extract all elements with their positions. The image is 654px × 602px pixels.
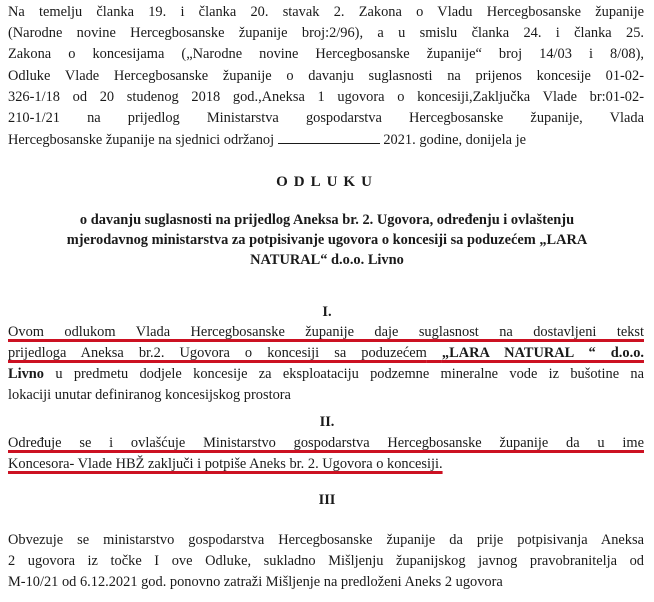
subtitle-line: o davanju suglasnosti na prijedlog Aneksa br. 2. Ugovora, određenju i ovlaštenju (79, 212, 575, 228)
section-line: Ovom odlukom Vlada Hercegbosanske županije daje suglasnost na dostavljeni tekst (8, 324, 644, 340)
section-3-paragraph (8, 530, 644, 593)
section-numeral-2: II. (319, 414, 335, 430)
preamble-text: 2021. godine, donijela je (383, 132, 527, 149)
section-line: 2 ugovora iz točke I ove Odluke, sukladno Mišljenju županijskog javnog pravobranitelja od (8, 553, 644, 569)
preamble-line: (Narodne novine Hercegbosanske županije broj:2/96), a u smislu članka 24. i članka 25. (8, 25, 644, 42)
section-line (8, 364, 644, 385)
preamble-line: Odluke Vlade Hercegbosanske županije o davanju suglasnosti na prijenos koncesije 01-02- (8, 67, 644, 84)
section-numeral-3: III (318, 492, 336, 508)
preamble-line: Na temelju članka 19. i članka 20. stavak 2. Zakona o Vladu Hercegbosanske županije (8, 4, 644, 20)
date-blank-line (278, 129, 380, 144)
section-text: prijedloga Aneksa br.2. Ugovora o koncesiji sa poduzećem (8, 345, 427, 361)
document-subtitle (40, 210, 614, 270)
company-name: „LARA NATURAL “ d.o.o. (441, 345, 644, 361)
document-title: ODLUKU (276, 174, 378, 190)
company-city: Livno (8, 366, 44, 382)
preamble-text: Hercegbosanske županije na sjednici održanoj (8, 132, 275, 149)
section-2-paragraph (8, 433, 644, 475)
subtitle-line: mjerodavnog ministarstva za potpisivanje ugovora o koncesiji sa poduzećem „LARA (66, 232, 588, 248)
section-line: Obvezuje se ministarstvo gospodarstva Hercegbosanske županije da prije potpisivanja Aneksa (8, 532, 644, 548)
preamble-line (8, 129, 644, 151)
section-line (8, 343, 644, 364)
section-line: Određuje se i ovlašćuje Ministarstvo gospodarstva Hercegbosanske županije da u ime (8, 435, 644, 451)
preamble-line: 210-1/21 na prijedlog Ministarstva gospodarstva Hercegbosanske županije, Vlada (8, 110, 644, 127)
subtitle-line: NATURAL“ d.o.o. Livno (250, 252, 404, 268)
section-1-paragraph (8, 322, 644, 406)
section-line: lokaciji unutar definiranog koncesijskog prostora (8, 387, 291, 403)
section-text: u predmetu dodjele koncesije za eksploataciju podzemne mineralne vode iz bušotine na (55, 366, 644, 382)
preamble-paragraph (8, 2, 644, 151)
preamble-line: Zakona o koncesijama („Narodne novine Hercegbosanske županije“ broj 14/03 i 8/08), (8, 46, 644, 63)
section-line: Koncesora- Vlade HBŽ zaključi i potpiše Aneks br. 2. Ugovora o koncesiji. (8, 456, 443, 472)
section-line: M-10/21 od 6.12.2021 god. ponovno zatraži Mišljenje na predloženi Aneks 2 ugovora (8, 574, 503, 590)
preamble-line: 326-1/18 od 20 studenog 2018 god.,Aneksa 1 ugovora o koncesiji,Zaključka Vlade br:01-02- (8, 88, 644, 105)
section-numeral-1: I. (322, 304, 332, 320)
